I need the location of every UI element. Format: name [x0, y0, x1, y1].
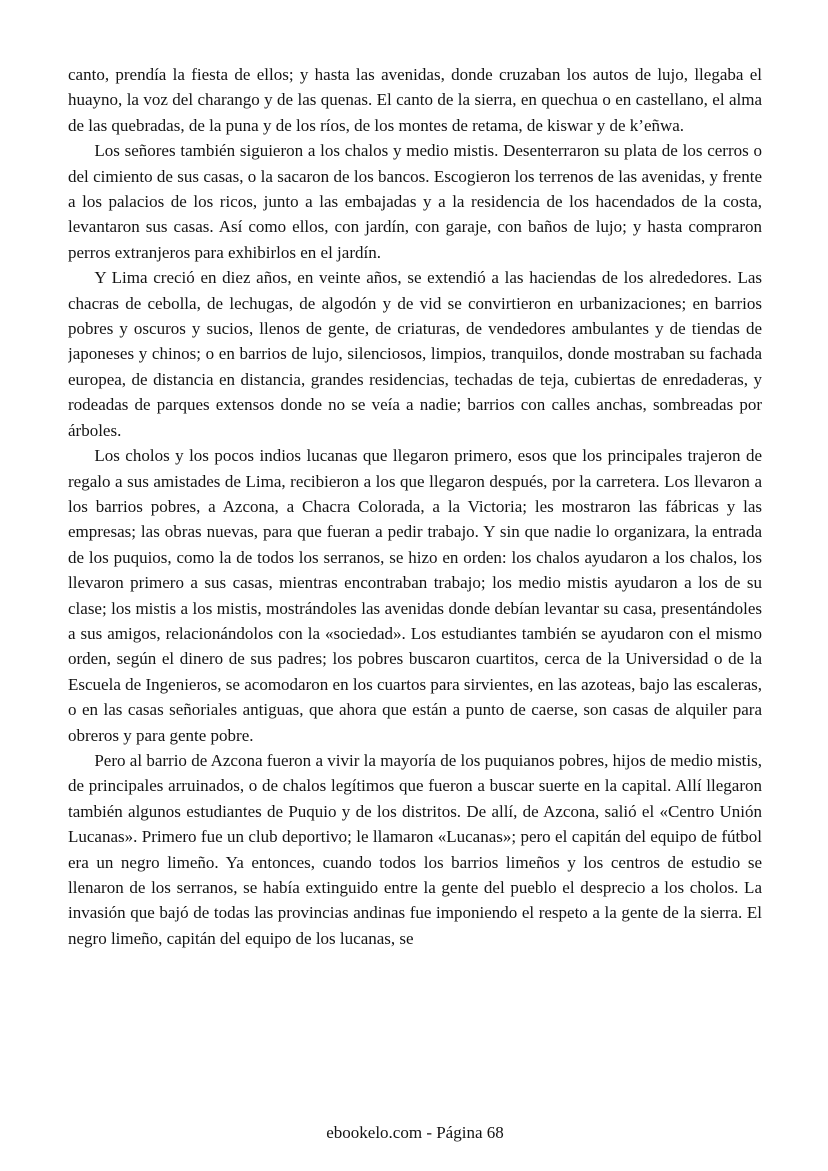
- paragraph: canto, prendía la fiesta de ellos; y hasta las avenidas, donde cruzaban los autos de lujo, llegaba el huayno, la voz del charango y de las quenas. El canto de la sierra, en quechua o en castellano, el alma de las quebradas, de la puna y de los ríos, de los montes de retama, de kiswar y de k’eñwa.: [68, 65, 762, 135]
- page-text-block: [68, 62, 762, 1111]
- page-footer: ebookelo.com - Página 68: [326, 1123, 504, 1142]
- paragraph: Pero al barrio de Azcona fueron a vivir la mayoría de los puquianos pobres, hijos de medio mistis, de principales arruinados, o de chalos legítimos que fueron a buscar suerte en la capital. Allí llegaron también algunos estudiantes de Puquio y de los distritos. De allí, de Azcona, salió el «Centro Unión Lucanas». Primero fue un club deportivo; le llamaron «Lucanas»; pero el capitán del equipo de fútbol era un negro limeño. Ya entonces, cuando todos los barrios limeños y los centros de estudio se llenaron de los serranos, se había extinguido entre la gente del pueblo el desprecio a los cholos. La invasión que bajó de todas las provincias andinas fue imponiendo el respeto a la gente de la sierra. El negro limeño, capitán del equipo de los lucanas, se: [68, 750, 762, 948]
- paragraph: Y Lima creció en diez años, en veinte años, se extendió a las haciendas de los alrededores. Las chacras de cebolla, de lechugas, de algodón y de vid se convirtieron en urbanizaciones; en barrios pobres y oscuros y sucios, llenos de gente, de criaturas, de vendedores ambulantes y de tiendas de japoneses y chinos; o en barrios de lujo, silenciosos, limpios, tranquilos, donde mostraban su fachada europea, de distancia en distancia, grandes residencias, techadas de teja, cubiertas de enredaderas, y rodeadas de parques extensos donde no se veía a nadie; barrios con calles anchas, sombreadas por árboles.: [68, 268, 762, 440]
- paragraph: Los señores también siguieron a los chalos y medio mistis. Desenterraron su plata de los cerros o del cimiento de sus casas, o la sacaron de los bancos. Escogieron los terrenos de las avenidas, y frente a los palacios de los ricos, junto a las embajadas y a la residencia de los hacendados de la costa, levantaron sus casas. Así como ellos, con jardín, con garaje, con baños de lujo; y hasta compraron perros extranjeros para exhibirlos en el jardín.: [68, 141, 762, 262]
- paragraph: Los cholos y los pocos indios lucanas que llegaron primero, esos que los principales trajeron de regalo a sus amistades de Lima, recibieron a los que llegaron después, por la carretera. Los llevaron a los barrios pobres, a Azcona, a Chacra Colorada, a la Victoria; les mostraron las fábricas y las empresas; las obras nuevas, para que fueran a pedir trabajo. Y sin que nadie lo organizara, la entrada de los puquios, como la de todos los serranos, se hizo en orden: los chalos ayudaron a los chalos, los llevaron primero a sus casas, mientras encontraban trabajo; los medio mistis ayudaron a los de su clase; los mistis a los mistis, mostrándoles las avenidas donde debían levantar su casa, presentándoles a sus amigos, relacionándolos con la «sociedad». Los estudiantes también se ayudaron con el mismo orden, según el dinero de sus padres; los pobres buscaron cuartitos, cerca de la Universidad o de la Escuela de Ingenieros, se acomodaron en los cuartos para sirvientes, en las azoteas, bajo las escaleras, o en las casas señoriales antiguas, que ahora que están a punto de caerse, son casas de alquiler para obreros y para gente pobre.: [68, 446, 762, 745]
